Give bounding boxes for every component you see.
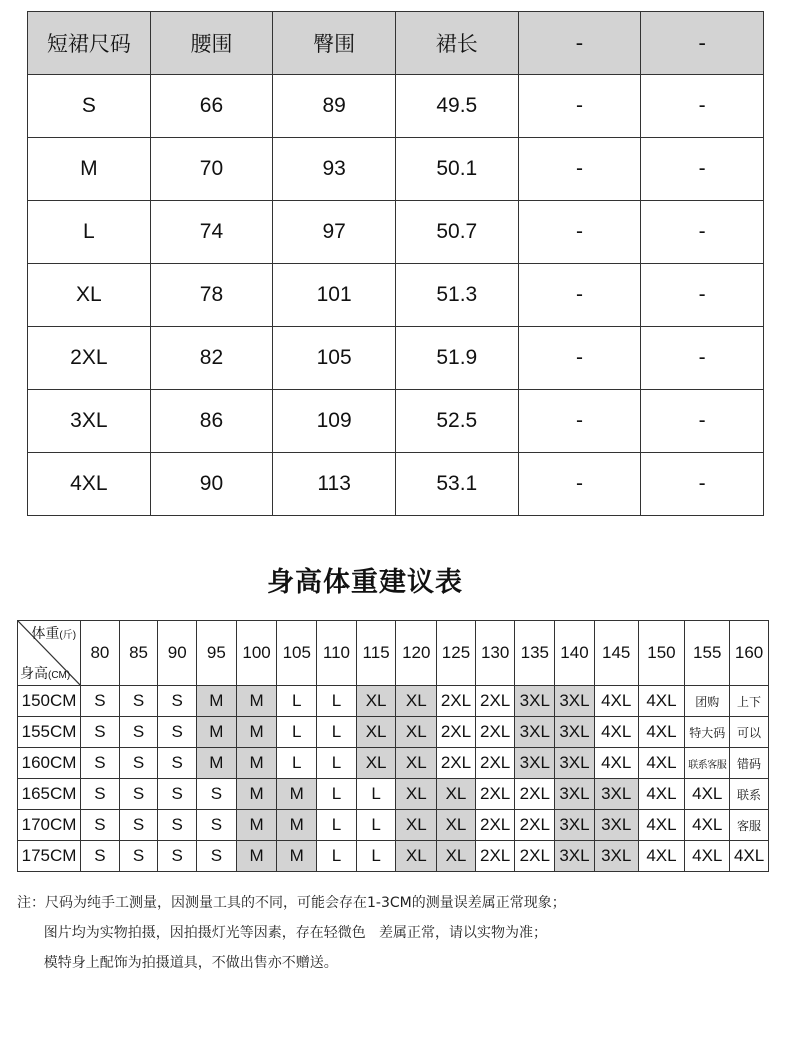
size-suggestion-cell: M xyxy=(197,748,237,779)
size-table-row xyxy=(28,138,764,201)
size-suggestion-cell: M xyxy=(197,717,237,748)
size-suggestion-cell: 4XL xyxy=(638,841,685,872)
size-suggestion-cell: XL xyxy=(437,779,476,810)
size-suggestion-cell: M xyxy=(236,686,277,717)
size-suggestion-cell: S xyxy=(158,841,197,872)
size-table-cell: - xyxy=(641,264,764,327)
size-suggestion-cell: S xyxy=(197,779,237,810)
size-suggestion-cell: XL xyxy=(356,748,396,779)
note-line: 注：尺码为纯手工测量，因测量工具的不同，可能会存在1-3CM的测量误差属正常现象； xyxy=(17,895,566,911)
size-suggestion-cell: 2XL xyxy=(475,686,515,717)
size-suggestion-cell: 3XL xyxy=(594,810,638,841)
height-row-header: 170CM xyxy=(18,810,81,841)
size-suggestion-cell: 上下 xyxy=(730,686,769,717)
size-suggestion-cell: S xyxy=(119,841,158,872)
size-suggestion-cell: 3XL xyxy=(555,841,595,872)
notes xyxy=(17,888,566,978)
size-suggestion-cell: S xyxy=(158,779,197,810)
weight-header-cell: 160 xyxy=(730,621,769,686)
size-table-cell: - xyxy=(641,138,764,201)
size-suggestion-cell: L xyxy=(317,810,357,841)
size-table-row xyxy=(28,453,764,516)
height-weight-row xyxy=(18,717,769,748)
size-suggestion-cell: S xyxy=(81,841,120,872)
weight-header-row xyxy=(18,621,769,686)
size-suggestion-cell: M xyxy=(277,841,317,872)
height-weight-row xyxy=(18,841,769,872)
size-table-cell: 70 xyxy=(150,138,273,201)
note-line: 模特身上配饰为拍摄道具，不做出售亦不赠送。 xyxy=(17,955,338,971)
size-suggestion-cell: 3XL xyxy=(515,748,555,779)
header-corner xyxy=(18,621,81,686)
size-suggestion-cell: 2XL xyxy=(475,717,515,748)
size-table-cell: 52.5 xyxy=(395,390,518,453)
size-suggestion-cell: 2XL xyxy=(437,717,476,748)
size-table-cell: 4XL xyxy=(28,453,151,516)
size-suggestion-cell: 4XL xyxy=(638,810,685,841)
height-weight-row xyxy=(18,748,769,779)
size-table-row xyxy=(28,201,764,264)
size-suggestion-cell: XL xyxy=(396,779,437,810)
size-table-cell: 50.1 xyxy=(395,138,518,201)
size-suggestion-cell: 4XL xyxy=(730,841,769,872)
weight-header-cell: 150 xyxy=(638,621,685,686)
size-suggestion-cell: 4XL xyxy=(594,717,638,748)
size-suggestion-cell: M xyxy=(236,779,277,810)
size-suggestion-cell: 3XL xyxy=(555,686,595,717)
size-table-cell: XL xyxy=(28,264,151,327)
size-suggestion-cell: 4XL xyxy=(685,841,730,872)
size-table-cell: 53.1 xyxy=(395,453,518,516)
size-suggestion-cell: 联系客服 xyxy=(685,748,730,779)
size-suggestion-cell: 2XL xyxy=(515,810,555,841)
height-weight-table xyxy=(17,620,769,872)
size-suggestion-cell: L xyxy=(356,779,396,810)
size-suggestion-cell: L xyxy=(277,717,317,748)
size-table-cell: 89 xyxy=(273,75,396,138)
size-table-cell: - xyxy=(518,390,641,453)
size-table-body xyxy=(28,75,764,516)
size-table-cell: - xyxy=(518,327,641,390)
size-table-cell: - xyxy=(641,201,764,264)
size-suggestion-cell: XL xyxy=(437,810,476,841)
size-suggestion-cell: M xyxy=(236,748,277,779)
height-weight-row xyxy=(18,810,769,841)
weight-header-cell: 80 xyxy=(81,621,120,686)
size-suggestion-cell: 联系 xyxy=(730,779,769,810)
size-suggestion-cell: XL xyxy=(396,686,437,717)
size-suggestion-cell: 2XL xyxy=(475,841,515,872)
size-suggestion-cell: L xyxy=(317,748,357,779)
size-suggestion-cell: M xyxy=(277,779,317,810)
size-table-header-cell: 臀围 xyxy=(273,12,396,75)
size-suggestion-cell: XL xyxy=(396,748,437,779)
size-suggestion-cell: M xyxy=(236,810,277,841)
size-table-cell: 78 xyxy=(150,264,273,327)
size-suggestion-cell: 2XL xyxy=(515,841,555,872)
size-suggestion-cell: S xyxy=(119,686,158,717)
height-row-header: 150CM xyxy=(18,686,81,717)
size-table-cell: 51.9 xyxy=(395,327,518,390)
weight-header-cell: 155 xyxy=(685,621,730,686)
size-suggestion-cell: 4XL xyxy=(638,779,685,810)
size-table-cell: - xyxy=(518,75,641,138)
size-table-cell: - xyxy=(518,138,641,201)
size-suggestion-cell: 3XL xyxy=(555,717,595,748)
size-suggestion-cell: 4XL xyxy=(638,748,685,779)
size-table-header-cell: 裙长 xyxy=(395,12,518,75)
size-suggestion-cell: M xyxy=(236,717,277,748)
size-table-cell: 101 xyxy=(273,264,396,327)
size-suggestion-cell: 团购 xyxy=(685,686,730,717)
size-table-cell: - xyxy=(641,75,764,138)
size-suggestion-cell: 3XL xyxy=(555,748,595,779)
weight-header-cell: 125 xyxy=(437,621,476,686)
size-suggestion-cell: 4XL xyxy=(594,748,638,779)
size-suggestion-cell: 4XL xyxy=(685,810,730,841)
size-suggestion-cell: 4XL xyxy=(594,686,638,717)
size-suggestion-cell: 可以 xyxy=(730,717,769,748)
size-table-cell: 3XL xyxy=(28,390,151,453)
size-suggestion-cell: XL xyxy=(437,841,476,872)
size-suggestion-cell: 错码 xyxy=(730,748,769,779)
weight-header-cell: 95 xyxy=(197,621,237,686)
chart-title: 身高体重建议表 xyxy=(267,567,463,598)
size-suggestion-cell: XL xyxy=(396,810,437,841)
size-table-cell: S xyxy=(28,75,151,138)
note-line: 图片均为实物拍摄，因拍摄灯光等因素，存在轻微色 差属正常，请以实物为准； xyxy=(17,925,548,941)
size-table-header-cell: 短裙尺码 xyxy=(28,12,151,75)
size-table-cell: 97 xyxy=(273,201,396,264)
size-table-row xyxy=(28,264,764,327)
size-table-cell: - xyxy=(518,201,641,264)
size-suggestion-cell: M xyxy=(197,686,237,717)
size-suggestion-cell: 3XL xyxy=(515,717,555,748)
size-table-cell: M xyxy=(28,138,151,201)
size-table-cell: - xyxy=(641,390,764,453)
size-suggestion-cell: 2XL xyxy=(437,748,476,779)
size-suggestion-cell: S xyxy=(81,748,120,779)
size-suggestion-cell: S xyxy=(119,748,158,779)
size-suggestion-cell: 4XL xyxy=(638,686,685,717)
size-table-cell: 113 xyxy=(273,453,396,516)
size-suggestion-cell: L xyxy=(277,686,317,717)
size-table-row xyxy=(28,390,764,453)
height-row-header: 155CM xyxy=(18,717,81,748)
size-suggestion-cell: S xyxy=(119,810,158,841)
size-suggestion-cell: XL xyxy=(396,717,437,748)
size-suggestion-cell: 3XL xyxy=(555,779,595,810)
weight-header-cell: 110 xyxy=(317,621,357,686)
size-suggestion-cell: L xyxy=(356,841,396,872)
size-suggestion-cell: 2XL xyxy=(475,748,515,779)
size-suggestion-cell: L xyxy=(317,717,357,748)
size-suggestion-cell: XL xyxy=(356,717,396,748)
size-suggestion-cell: 3XL xyxy=(594,841,638,872)
size-suggestion-cell: L xyxy=(317,841,357,872)
size-table-cell: 82 xyxy=(150,327,273,390)
size-suggestion-cell: 2XL xyxy=(437,686,476,717)
weight-header-cell: 120 xyxy=(396,621,437,686)
size-suggestion-cell: 3XL xyxy=(594,779,638,810)
size-suggestion-cell: L xyxy=(277,748,317,779)
height-row-header: 165CM xyxy=(18,779,81,810)
size-table-row xyxy=(28,75,764,138)
size-table-cell: - xyxy=(518,453,641,516)
size-table-cell: 2XL xyxy=(28,327,151,390)
size-table-cell: - xyxy=(641,453,764,516)
size-table-cell: L xyxy=(28,201,151,264)
size-suggestion-cell: S xyxy=(197,810,237,841)
size-suggestion-cell: S xyxy=(81,686,120,717)
weight-label: 体重(斤) xyxy=(31,625,77,641)
height-weight-body xyxy=(18,686,769,872)
size-table-cell: 86 xyxy=(150,390,273,453)
size-suggestion-cell: 2XL xyxy=(515,779,555,810)
size-table-cell: 51.3 xyxy=(395,264,518,327)
size-suggestion-cell: L xyxy=(317,779,357,810)
size-suggestion-cell: XL xyxy=(396,841,437,872)
weight-header-cell: 100 xyxy=(236,621,277,686)
size-suggestion-cell: S xyxy=(158,686,197,717)
height-row-header: 160CM xyxy=(18,748,81,779)
weight-header-cell: 140 xyxy=(555,621,595,686)
size-table-row xyxy=(28,327,764,390)
weight-header-cell: 145 xyxy=(594,621,638,686)
size-table-cell: 74 xyxy=(150,201,273,264)
weight-header-cell: 115 xyxy=(356,621,396,686)
size-suggestion-cell: 3XL xyxy=(515,686,555,717)
size-table-cell: 93 xyxy=(273,138,396,201)
size-table-cell: - xyxy=(518,264,641,327)
size-table xyxy=(27,11,764,516)
weight-header-cell: 90 xyxy=(158,621,197,686)
weight-header-cell: 130 xyxy=(475,621,515,686)
size-table-cell: 66 xyxy=(150,75,273,138)
size-suggestion-cell: S xyxy=(158,810,197,841)
size-table-cell: 109 xyxy=(273,390,396,453)
height-weight-row xyxy=(18,779,769,810)
size-suggestion-cell: S xyxy=(119,717,158,748)
size-suggestion-cell: M xyxy=(236,841,277,872)
size-suggestion-cell: 特大码 xyxy=(685,717,730,748)
weight-header-cell: 135 xyxy=(515,621,555,686)
size-table-header-cell: 腰围 xyxy=(150,12,273,75)
height-label: 身高(CM) xyxy=(20,665,71,681)
height-weight-row xyxy=(18,686,769,717)
size-suggestion-cell: L xyxy=(317,686,357,717)
size-table-cell: 105 xyxy=(273,327,396,390)
size-suggestion-cell: L xyxy=(356,810,396,841)
size-suggestion-cell: XL xyxy=(356,686,396,717)
weight-header-cell: 105 xyxy=(277,621,317,686)
size-suggestion-cell: S xyxy=(81,810,120,841)
size-suggestion-cell: 2XL xyxy=(475,779,515,810)
size-table-cell: 50.7 xyxy=(395,201,518,264)
size-table-cell: 90 xyxy=(150,453,273,516)
height-row-header: 175CM xyxy=(18,841,81,872)
size-suggestion-cell: S xyxy=(197,841,237,872)
size-suggestion-cell: 客服 xyxy=(730,810,769,841)
size-table-cell: 49.5 xyxy=(395,75,518,138)
size-suggestion-cell: S xyxy=(81,779,120,810)
size-table-cell: - xyxy=(641,327,764,390)
size-suggestion-cell: S xyxy=(81,717,120,748)
size-suggestion-cell: 4XL xyxy=(638,717,685,748)
size-suggestion-cell: M xyxy=(277,810,317,841)
size-table-header-row xyxy=(28,12,764,75)
size-suggestion-cell: S xyxy=(119,779,158,810)
size-suggestion-cell: 4XL xyxy=(685,779,730,810)
size-suggestion-cell: 3XL xyxy=(555,810,595,841)
size-suggestion-cell: S xyxy=(158,748,197,779)
size-suggestion-cell: S xyxy=(158,717,197,748)
size-suggestion-cell: 2XL xyxy=(475,810,515,841)
weight-header-cell: 85 xyxy=(119,621,158,686)
size-table-header-cell: - xyxy=(518,12,641,75)
size-table-header-cell: - xyxy=(641,12,764,75)
